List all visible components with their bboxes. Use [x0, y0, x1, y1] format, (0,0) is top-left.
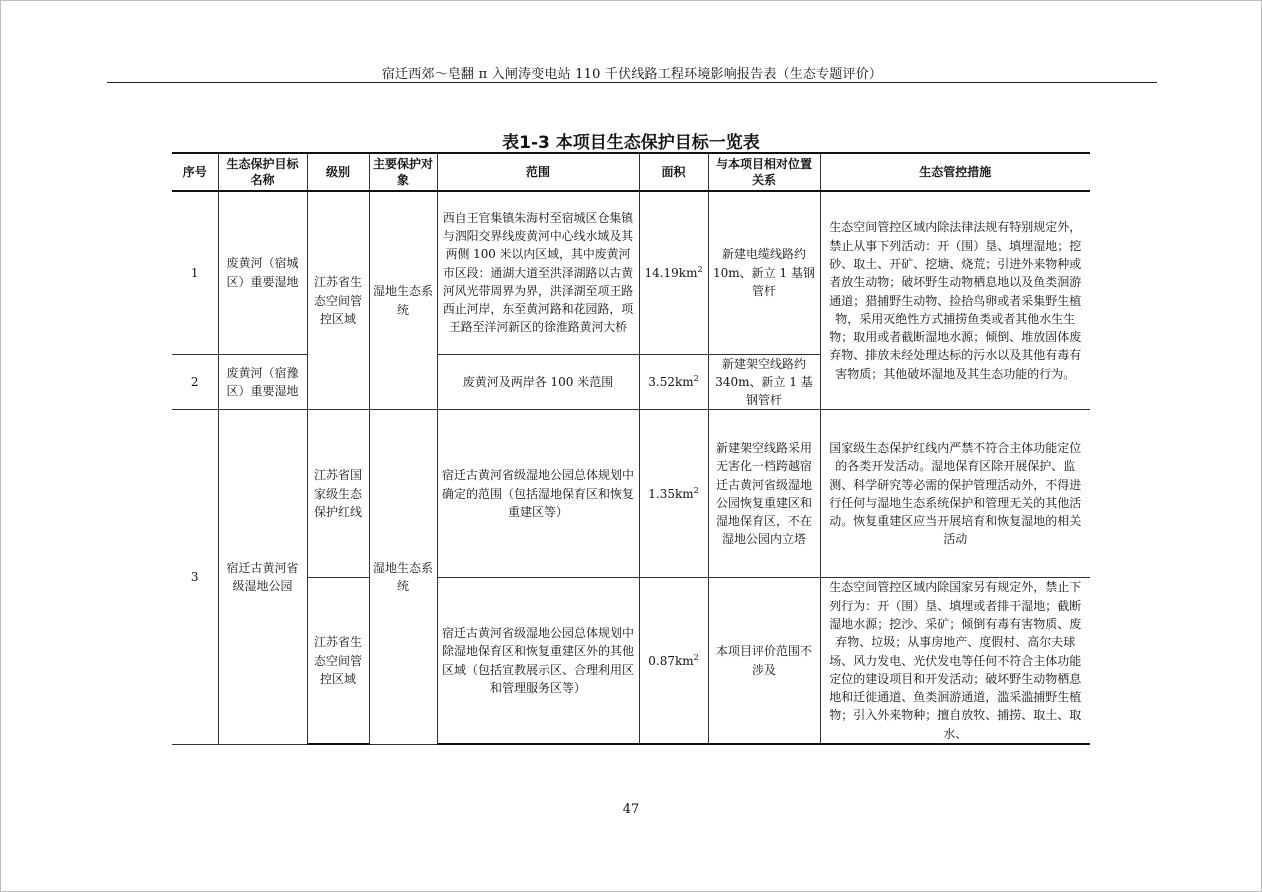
row-relation: 新建架空线路采用无害化一档跨越宿迁古黄河省级湿地公园恢复重建区和湿地保育区，不在湿地公园内立塔 — [708, 410, 820, 578]
ecological-protection-table — [172, 152, 1090, 745]
row-no: 2 — [172, 354, 218, 410]
row-target-name: 宿迁古黄河省级湿地公园 — [218, 410, 307, 744]
col-header-target-name: 生态保护目标名称 — [218, 153, 307, 191]
table-header-row — [172, 153, 1090, 191]
area-value: 3.52km — [648, 374, 694, 389]
row-measures: 生态空间管控区域内除国家另有规定外，禁止下列行为：开（围）垦、填埋或者排干湿地；截断湿地水源；挖沙、采矿；倾倒有毒有害物质、废弃物、垃圾；从事房地产、度假村、高尔夫球场、风力发电、光伏发电等任何不符合主体功能定位的建设项目和开发活动；破坏野生动物栖息地和迁徙通道、鱼类洄游通道，滥采滥捕野生植物；引入外来物种；擅自放牧、捕捞、取土、取水、 — [820, 578, 1090, 744]
row-measures: 生态空间管控区域内除法律法规有特别规定外，禁止从事下列活动：开（围）垦、填埋湿地；挖砂、取土、开矿、挖塘、烧荒；引进外来物种或者放生动物；破坏野生动物栖息地以及鱼类洄游通道；猎捕野生动物、捡拾鸟卵或者采集野生植物，采用灭绝性方式捕捞鱼类或者其他水生生物；取用或者截断湿地水源；倾倒、堆放固体废弃物、排放未经处理达标的污水以及其他有毒有害物质；其他破坏湿地及其生态功能的行为。 — [820, 191, 1090, 410]
area-unit-exponent: 2 — [693, 485, 699, 495]
table-row — [172, 191, 1090, 354]
row-level: 江苏省国家级生态保护红线 — [307, 410, 369, 578]
row-area — [639, 354, 708, 410]
header-rule — [107, 82, 1157, 83]
table-title: 表1-3 本项目生态保护目标一览表 — [502, 133, 760, 153]
row-scope: 西自王官集镇朱海村至宿城区仓集镇与泗阳交界线废黄河中心线水域及其两侧 100 米以内区域，其中废黄河市区段：通湖大道至洪泽湖路以古黄河风光带周界为界，洪泽湖至项王路西止河岸，东至黄河路和花园路，项王路至洋河新区的徐淮路黄河大桥 — [437, 191, 639, 354]
col-header-level: 级别 — [307, 153, 369, 191]
area-value: 0.87km — [648, 653, 694, 668]
row-main-object: 湿地生态系统 — [369, 191, 437, 410]
col-header-scope: 范围 — [437, 153, 639, 191]
col-header-relation: 与本项目相对位置关系 — [708, 153, 820, 191]
row-area — [639, 410, 708, 578]
table-row — [172, 410, 1090, 578]
area-unit-exponent: 2 — [697, 264, 703, 274]
row-area — [639, 191, 708, 354]
col-header-main-object: 主要保护对象 — [369, 153, 437, 191]
running-header: 宿迁西郊～皂翻 π 入闸涛变电站 110 千伏线路工程环境影响报告表（生态专题评价） — [381, 67, 883, 82]
row-target-name: 废黄河（宿城区）重要湿地 — [218, 191, 307, 354]
row-scope: 宿迁古黄河省级湿地公园总体规划中确定的范围（包括湿地保育区和恢复重建区等） — [437, 410, 639, 578]
page-number: 47 — [622, 802, 640, 817]
table-row — [172, 578, 1090, 744]
area-value: 1.35km — [648, 486, 694, 501]
row-no: 1 — [172, 191, 218, 354]
row-target-name: 废黄河（宿豫区）重要湿地 — [218, 354, 307, 410]
row-level: 江苏省生态空间管控区域 — [307, 191, 369, 410]
row-scope: 宿迁古黄河省级湿地公园总体规划中除湿地保育区和恢复重建区外的其他区域（包括宣教展示区、合理利用区和管理服务区等） — [437, 578, 639, 744]
col-header-area: 面积 — [639, 153, 708, 191]
row-relation: 新建架空线路约 340m、新立 1 基钢管杆 — [708, 354, 820, 410]
area-unit-exponent: 2 — [693, 373, 699, 383]
row-level: 江苏省生态空间管控区域 — [307, 578, 369, 744]
area-value: 14.19km — [644, 265, 698, 280]
row-no: 3 — [172, 410, 218, 744]
col-header-no: 序号 — [172, 153, 218, 191]
row-relation: 新建电缆线路约 10m、新立 1 基钢管杆 — [708, 191, 820, 354]
row-main-object: 湿地生态系统 — [369, 410, 437, 744]
area-unit-exponent: 2 — [693, 652, 699, 662]
row-area — [639, 578, 708, 744]
row-relation: 本项目评价范围不涉及 — [708, 578, 820, 744]
row-measures: 国家级生态保护红线内严禁不符合主体功能定位的各类开发活动。湿地保育区除开展保护、监测、科学研究等必需的保护管理活动外，不得进行任何与湿地生态系统保护和管理无关的其他活动。恢复重建区应当开展培育和恢复湿地的相关活动 — [820, 410, 1090, 578]
col-header-measures: 生态管控措施 — [820, 153, 1090, 191]
row-scope: 废黄河及两岸各 100 米范围 — [437, 354, 639, 410]
